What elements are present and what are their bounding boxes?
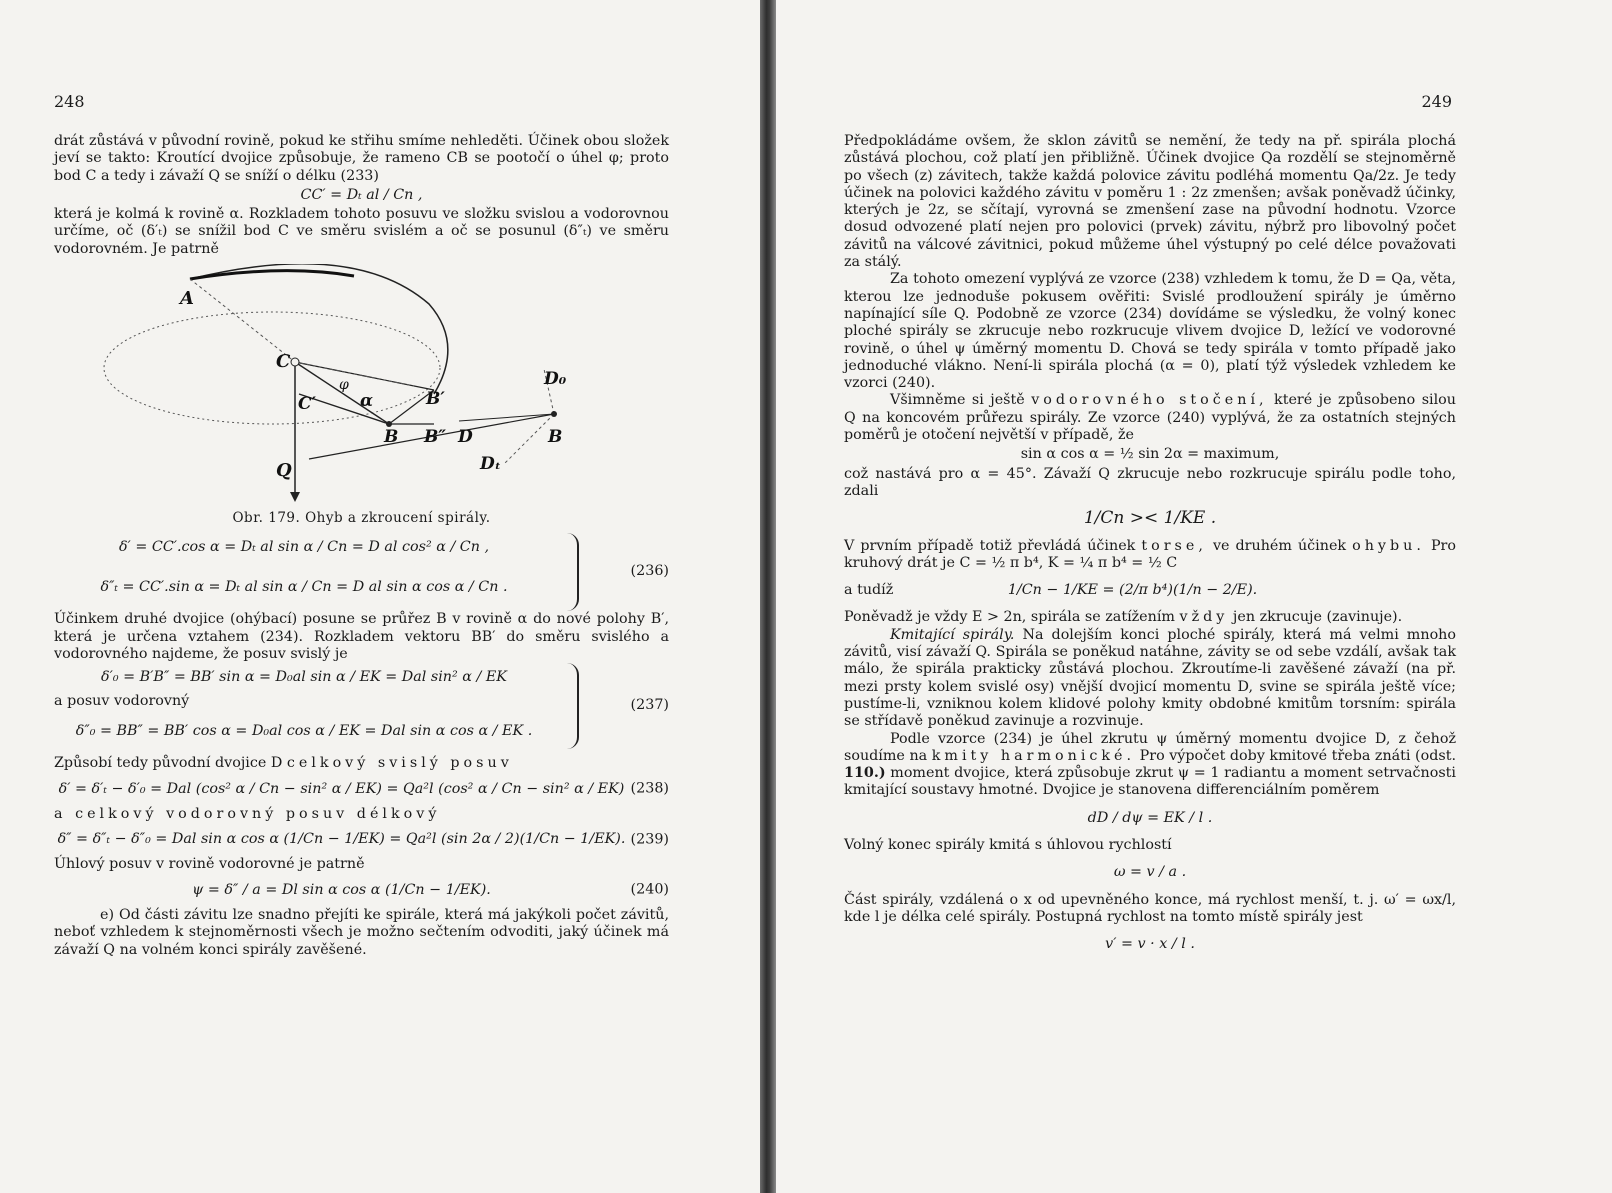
figure-label: A (180, 288, 194, 310)
paragraph: Za tohoto omezení vyplývá ze vzorce (238) vzhledem k tomu, že D = Qa, věta, kterou lze jednoduše pokusem ověřiti: Svislé prodloužení spirály je úměrno napínající síle Q. Podobně ze vzorce (234) dovídáme se výsledku, že volný konec ploché spirály se zkrucuje nebo rozkrucuje vlivem dvojice D, ležící ve vodorovné rovině, o úhel ψ úměrný momentu D. Chová se tedy spirála v tomto případě jako jednoduché vlákno. Není-li spirála plochá (α = 0), platí týž výsledek vzhledem ke vzorci (240). (844, 271, 1456, 392)
spaced-text: kmity harmonické. (931, 747, 1136, 764)
figure-label: C′ (298, 394, 317, 415)
brace (563, 533, 579, 611)
paragraph (844, 731, 1456, 800)
left-text-column (54, 133, 669, 959)
page-number-right: 249 (1421, 92, 1452, 111)
equation-number: (237) (630, 697, 669, 714)
paragraph (844, 538, 1456, 573)
text-run: Všimněme si ještě (890, 392, 1025, 409)
figure-caption: Obr. 179. Ohyb a zkroucení spirály. (232, 510, 491, 527)
text-run: Poněvadž je vždy E > 2n, spirála se zatížením (844, 609, 1175, 626)
figure-label: α (360, 391, 374, 412)
spiral-bending-diagram (54, 264, 669, 506)
text-run: V prvním případě totiž převládá účinek (844, 537, 1136, 554)
paragraph: Úhlový posuv v rovině vodorovné je patrně (54, 856, 365, 873)
figure-label: B″ (424, 427, 446, 448)
figure-label: D (458, 427, 473, 448)
equation-239 (54, 831, 669, 848)
paragraph (54, 755, 669, 772)
text-run: které je způsobeno silou Q na koncovém průřezu spirály. Ze vzorce (240) vyplývá, že za ostatních stejných poměrů je otočení největší v případě, že (844, 392, 1456, 444)
spaced-text: ohybu. (1352, 537, 1425, 554)
equation-compare: 1/Cn >< 1/KE . (1083, 508, 1217, 529)
text-run: ve druhém účinek (1212, 537, 1347, 554)
spaced-text: torse, (1141, 537, 1207, 554)
text-run: Pro výpočet doby kmitové třeba znáti (odst. (1139, 747, 1457, 764)
figure-label: B′ (426, 389, 445, 410)
figure-179 (54, 264, 669, 506)
equation-number: (240) (630, 881, 669, 898)
figure-label: B (548, 427, 563, 448)
text-run: Způsobí tedy původní dvojice D (54, 755, 283, 772)
spaced-text: vodorovného stočení, (1031, 392, 1268, 409)
paragraph: Volný konec spirály kmitá s úhlovou rychlostí (844, 836, 1172, 853)
book-gutter (760, 0, 776, 1193)
right-page (776, 0, 1612, 1193)
text-run: a tudíž (844, 582, 894, 599)
brace (563, 663, 579, 749)
equation-group-236 (54, 533, 669, 611)
paragraph: která je kolmá k rovině α. Rozkladem tohoto posuvu ve složku svislou a vodorovnou určíme, oč (δ′ₜ) se snížil bod C ve směru svislém a oč se posunul (δ″ₜ) ve směru vodorovném. Je patrně (54, 206, 669, 257)
italic-heading: Kmitající spirály. (890, 626, 1015, 643)
equation-233: CC′ = Dₜ al / Cn , (300, 186, 423, 203)
equation-text: ψ = δ″ / a = Dl sin α cos α (1/Cn − 1/EK). (192, 881, 491, 898)
spaced-paragraph: a celkový vodorovný posuv délkový (54, 805, 441, 822)
paragraph (844, 609, 1456, 626)
figure-label: D₀ (544, 369, 567, 390)
figure-label: C (276, 351, 291, 373)
equation-tudiz (844, 582, 1456, 599)
equation-237b: δ″₀ = BB″ = BB′ cos α = D₀al cos α / EK = Dal sin α cos α / EK . (75, 723, 533, 740)
equation-text: δ′ = δ′ₜ − δ′₀ = Dal (cos² α / Cn − sin² α / EK) = Qa²l (cos² α / Cn − sin² α / EK) (58, 780, 625, 797)
equation-number: (239) (630, 831, 669, 848)
paragraph: Část spirály, vzdálená o x od upevněného konce, má rychlost menší, t. j. ω′ = ωx/l, kde l je délka celé spirály. Postupná rychlost na tomto místě spirály jest (844, 891, 1456, 925)
page-number-left: 248 (54, 92, 85, 111)
paragraph: e) Od části závitu lze snadno přejíti ke spirále, která má jakýkoli počet závitů, neboť vzhledem k stejnoměrnosti všech je možno sečtením odvoditi, jaký účinek má závaží Q na volném konci spirály zavěšené. (54, 907, 669, 958)
figure-label: Q (276, 460, 292, 482)
paragraph (844, 627, 1456, 731)
text-run: Pro kruhový drát je C = ½ π b⁴, K = ¼ π b⁴ = ½ C (844, 537, 1456, 571)
text-run: moment dvojice, která způsobuje zkrut ψ = 1 radiantu a moment setrvačnosti kmitající soustavy hmotné. Dvojice je stanovena differenciálním poměrem (844, 765, 1457, 799)
equation-237a: δ′₀ = B′B″ = BB′ sin α = D₀al sin α / EK = Dal sin² α / EK (101, 669, 507, 686)
paragraph: Účinkem druhé dvojice (ohýbací) posune se průřez B v rovině α do nové polohy B′, která je určena vztahem (234). Rozkladem vektoru BB′ do směru svislého a vodorovného najdeme, že posuv svislý je (54, 611, 669, 662)
paragraph: což nastává pro α = 45°. Závaží Q zkrucuje nebo rozkrucuje spirálu podle toho, zdali (844, 465, 1456, 499)
equation-number: (238) (630, 780, 669, 797)
text-run: jen zkrucuje (zavinuje). (1232, 609, 1403, 626)
equation-236b: δ″ₜ = CC′.sin α = Dₜ al sin α / Cn = D al sin α cos α / Cn . (100, 579, 508, 596)
right-text-column (844, 133, 1456, 963)
figure-label: B (384, 427, 399, 448)
paragraph: a posuv vodorovný (54, 693, 190, 710)
figure-label: Dₜ (480, 454, 502, 475)
equation-v: v′ = v · x / l . (1105, 936, 1195, 953)
equation-240 (54, 882, 669, 899)
paragraph: drát zůstává v původní rovině, pokud ke střihu smíme nehleděti. Účinek obou složek jeví se takto: Kroutící dvojice způsobuje, že rameno CB se pootočí o úhel φ; proto bod C a tedy i závaží Q se sníží o délku (233) (54, 133, 669, 184)
equation-maximum: sin α cos α = ½ sin 2α = maximum, (1020, 446, 1280, 463)
equation-number: (236) (630, 563, 669, 580)
equation-dD: dD / dψ = EK / l . (1087, 809, 1213, 826)
equation-group-237 (54, 663, 669, 749)
equation-238 (54, 781, 669, 798)
equation-text: δ″ = δ″ₜ − δ″₀ = Dal sin α cos α (1/Cn − 1/EK) = Qa²l (sin 2α / 2)(1/Cn − 1/EK). (57, 831, 626, 848)
figure-label: φ (339, 377, 349, 394)
paragraph: Předpokládáme ovšem, že sklon závitů se nemění, že tedy na př. spirála plochá zůstává plochou, což platí jen přibližně. Účinek dvojice Qa rozdělí se stejnoměrně po všech (z) závitech, takže každá polovice závitu podléhá momentu Qa/2z. Je tedy účinek na polovici každého závitu v poměru 1 : 2z zmenšen; avšak poněvadž účinky, kterých je 2z, se sčítají, vyrovná se zmenšení zase na původní hodnotu. Vzorce dosud odvozené platí nejen pro polovici (prvek) závitu, nýbrž pro libovolný počet závitů na válcové závitnici, pokud můžeme úhel výstupný po celé délce považovati za stálý. (844, 133, 1456, 271)
spaced-text: vždy (1179, 609, 1229, 626)
paragraph (844, 392, 1456, 444)
left-page (0, 0, 760, 1193)
equation-omega: ω = v / a . (1113, 864, 1187, 881)
bold-reference: 110.) (844, 765, 886, 782)
text-run: Podle vzorce (234) je úhel zkrutu ψ úměrný momentu dvojice D, z čehož soudíme na (844, 730, 1456, 764)
spaced-text: celkový svislý posuv (286, 755, 513, 772)
text-run: Na dolejším konci ploché spirály, která má velmi mnoho závitů, visí závaží Q. Spirála se poněkud natáhne, závity se od sebe vzdálí, avšak tak málo, že spirála prakticky zůstává plochou. Zkroutíme-li zavěšené závaží (na př. mezi prsty kolem svislé osy) vnější dvojicí momentu D, svine se spirála ještě více; pustíme-li, vzniknou kolem klidové polohy kmity obdobné kmitům torsním: spirála se střídavě poněkud zavinuje a rozvinuje. (844, 626, 1456, 730)
equation-text: 1/Cn − 1/KE = (2/π b⁴)(1/n − 2/E). (1007, 582, 1258, 599)
equation-236a: δ′ = CC′.cos α = Dₜ al sin α / Cn = D al cos² α / Cn , (118, 539, 490, 556)
